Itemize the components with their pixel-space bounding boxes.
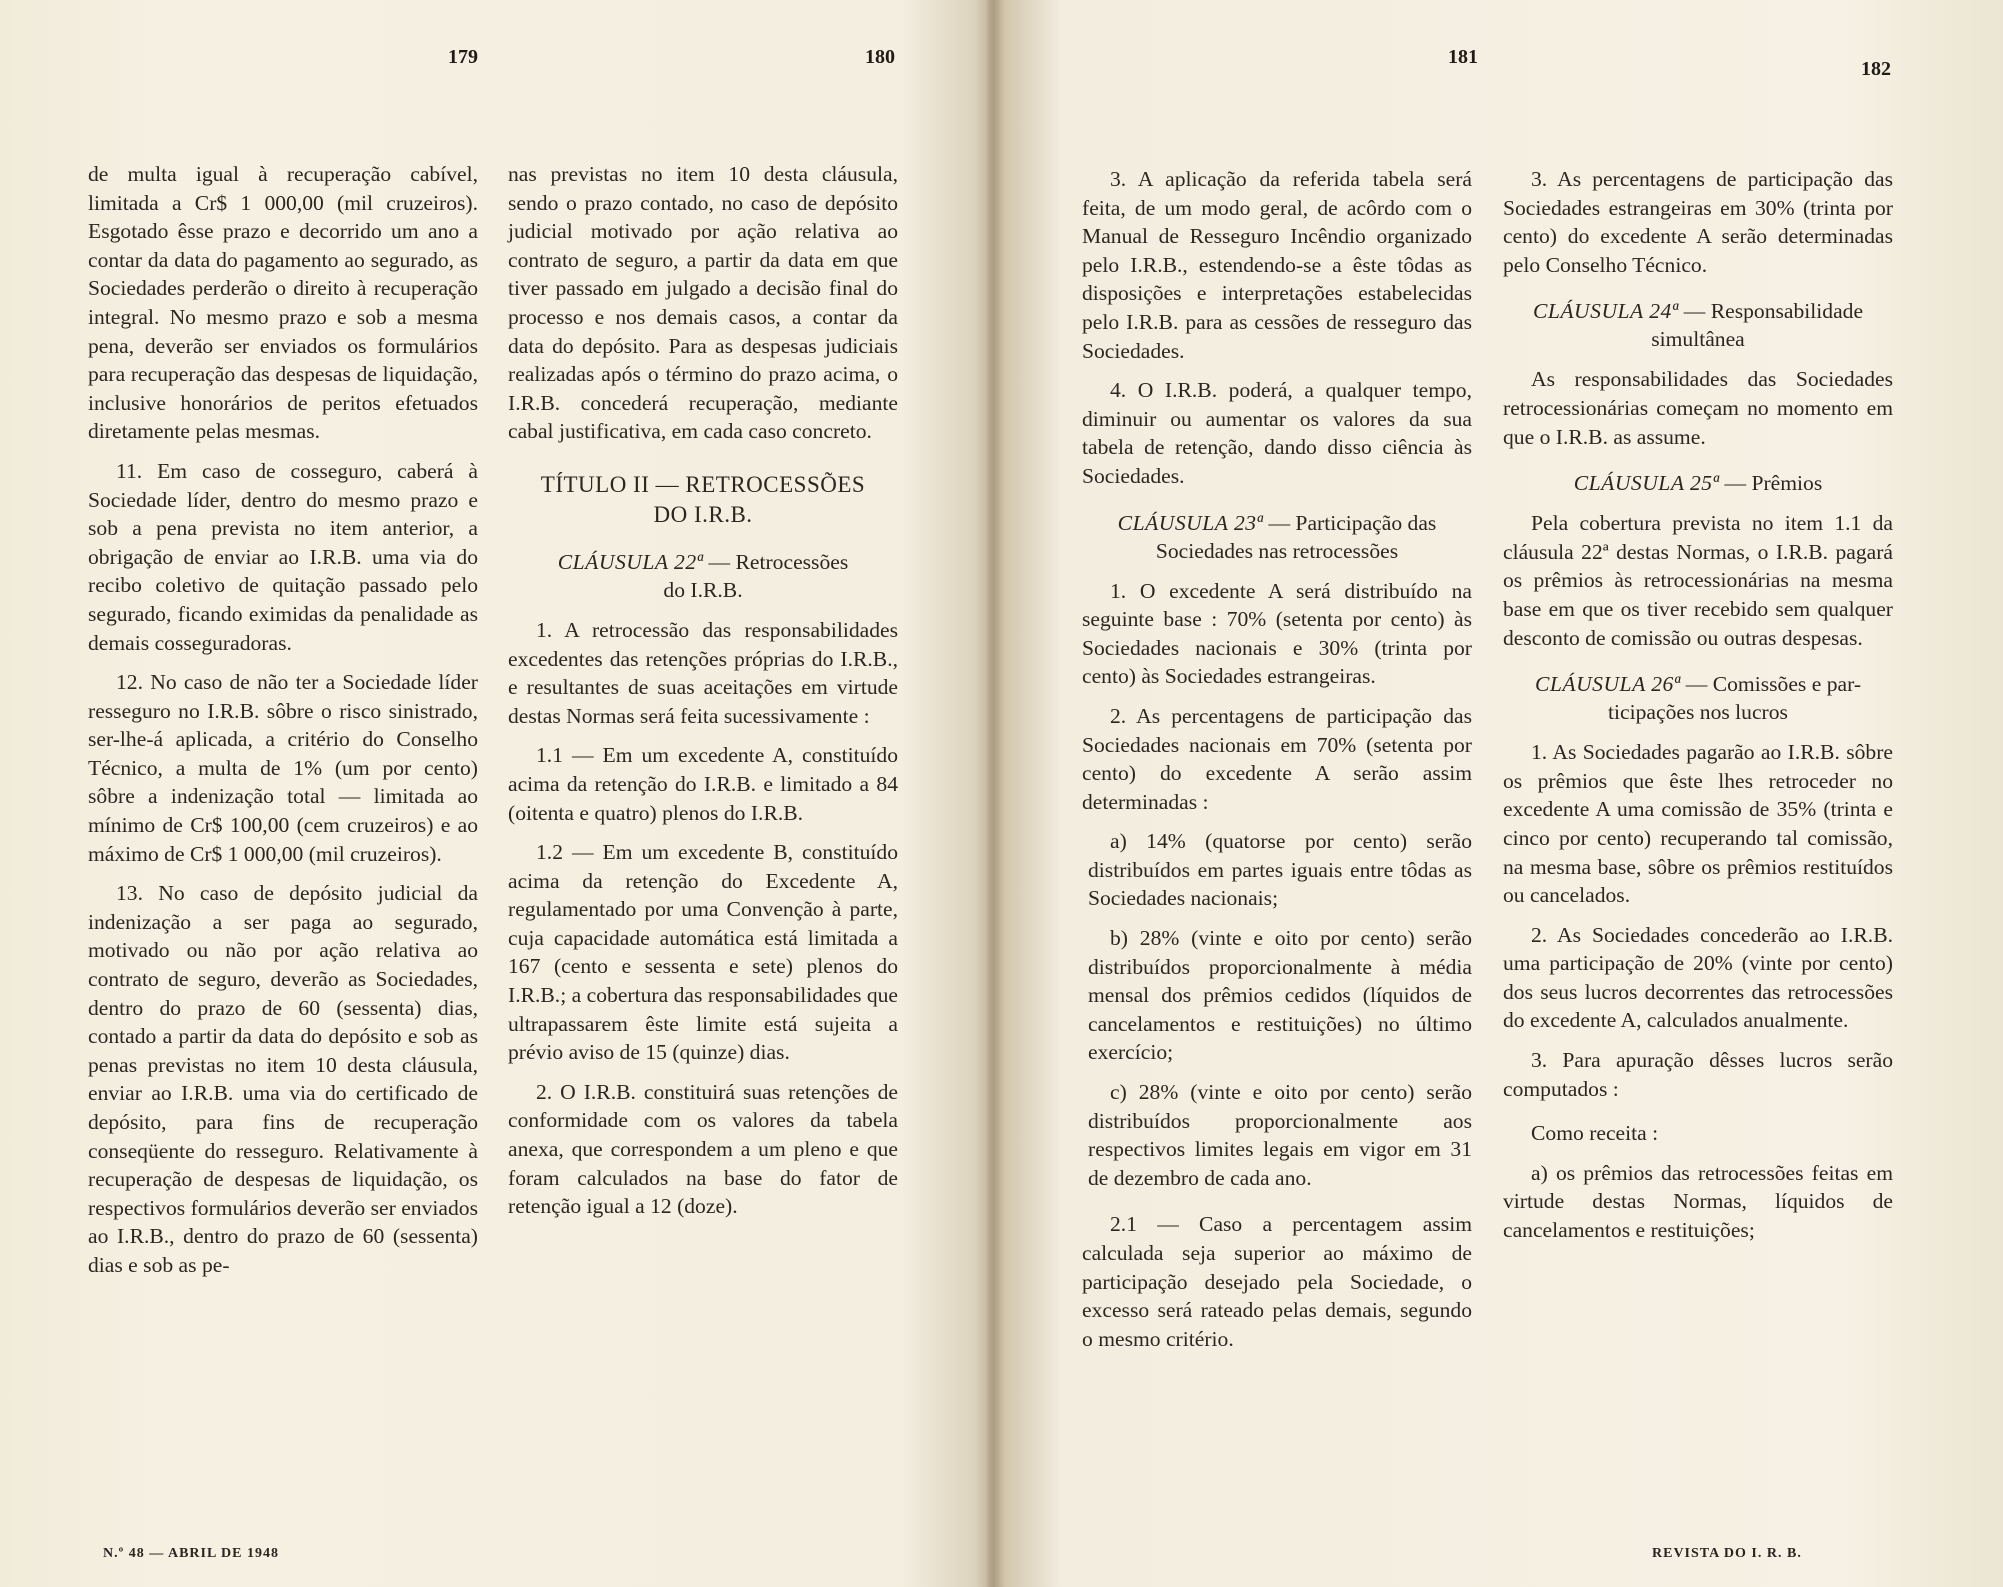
- paragraph: 4. O I.R.B. poderá, a qualquer tempo, diminuir ou aumentar os valores da sua tabela de retenção, dando disso ciência às Sociedades.: [1082, 378, 1472, 488]
- clause-title: — Prêmios: [1724, 471, 1823, 496]
- clause-title: — Responsabilidade: [1683, 299, 1864, 324]
- paragraph: 2. As percentagens de participação das Sociedades nacionais em 70% (setenta por cento) do excedente A serão assim determinadas :: [1082, 703, 1472, 814]
- clause-name: CLÁUSULA 26ª: [1534, 672, 1681, 697]
- paragraph: a) os prêmios das retrocessões feitas em virtude destas Normas, líquidos de cancelamentos e restituições;: [1503, 1160, 1893, 1243]
- paragraph-item-13: 13. No caso de depósito judicial da indenização a ser paga ao segurado, motivado ou não por ação relativa ao contrato de seguro, deverão as Sociedades, dentro do prazo de 60 (sessenta) dias, contado a partir da data do depósito e sob as penas previstas no item 10 desta cláusula, enviar ao I.R.B. uma via do certificado de depósito, para fins de recuperação conseqüente do resseguro. Relativamente à recuperação de despesas de liquidação, os respectivos formulários deverão ser enviados ao I.R.B., dentro do prazo de 60 (sessenta) dias e sob as pe-: [88, 881, 478, 1277]
- section-title-line: DO I.R.B.: [653, 501, 753, 527]
- paragraph: 1.1 — Em um excedente A, constituído acima da retenção do I.R.B. e limitado a 84 (oitenta e quatro) plenos do I.R.B.: [508, 743, 898, 825]
- paragraph: 3. A aplicação da referida tabela será feita, de um modo geral, de acôrdo com o Manual de Resseguro Incêndio organizado pelo I.R.B., estendendo-se a êste tôdas as disposições e interpretações estabelecidas pelo I.R.B. para as cessões de resseguro das Sociedades.: [1082, 167, 1472, 363]
- paragraph: 2. As Sociedades concederão ao I.R.B. uma participação de 20% (vinte por cento) dos seus lucros decorrentes das retrocessões do excedente A, calculados anualmente.: [1503, 922, 1893, 1033]
- clause-name: CLÁUSULA 23ª: [1117, 510, 1264, 535]
- clause-heading-23: [1082, 509, 1472, 565]
- page-number-179: 179: [448, 46, 478, 68]
- paragraph: As responsabilidades das Sociedades retrocessionárias começam no momento em que o I.R.B. as assume.: [1503, 367, 1893, 449]
- paragraph: 3. Para apuração dêsses lucros serão computados :: [1503, 1048, 1893, 1101]
- book-gutter: [975, 0, 1005, 1587]
- clause-title: — Participação das: [1268, 510, 1437, 535]
- paragraph: 2. O I.R.B. constituirá suas retenções de conformidade com os valores da tabela anexa, que correspondem a um pleno e que foram calculados na base do fator de retenção igual a 12 (doze).: [508, 1079, 898, 1219]
- clause-heading-25: [1503, 469, 1893, 497]
- clause-title: — Comissões e par-: [1685, 672, 1862, 697]
- page-number-180: 180: [865, 46, 895, 68]
- paragraph: 3. As percentagens de participação das Sociedades estrangeiras em 30% (trinta por cento) do excedente A serão determinadas pelo Conselho Técnico.: [1503, 167, 1893, 277]
- section-title: [508, 470, 898, 530]
- column-page-182: [1503, 165, 1893, 1256]
- clause-title: — Retrocessões: [708, 549, 849, 574]
- paragraph: 1. O excedente A será distribuído na seguinte base : 70% (setenta por cento) às Sociedades nacionais e 30% (trinta por cento) às Sociedades estrangeiras.: [1082, 578, 1472, 689]
- paragraph-subitem: b) 28% (vinte e oito por cento) serão distribuídos proporcionalmente à média mensal dos prêmios cedidos (líquidos de cancelamentos e restituições) no último exercício;: [1088, 926, 1472, 1065]
- clause-title: ticipações nos lucros: [1608, 700, 1788, 725]
- paragraph: Pela cobertura prevista no item 1.1 da cláusula 22ª destas Normas, o I.R.B. pagará os prêmios às retrocessionárias na mesma base em que os tiver recebido sem qualquer desconto de comissão ou outras despesas.: [1503, 511, 1893, 650]
- paragraph: 1. As Sociedades pagarão ao I.R.B. sôbre os prêmios que êste lhes retroceder no excedente A uma comissão de 35% (trinta e cinco por cento) recuperando tal comissão, na mesma base, sôbre os prêmios restituídos ou cancelados.: [1503, 740, 1893, 908]
- clause-title: do I.R.B.: [663, 577, 743, 602]
- paragraph-item-11: 11. Em caso de cosseguro, caberá à Sociedade líder, dentro do mesmo prazo e sob a pena prevista no item anterior, a obrigação de enviar ao I.R.B. uma via do recibo coletivo de quitação passado pelo segurado, ficando eximidas da penalidade as demais cosseguradoras.: [88, 458, 478, 655]
- paragraph-subitem: a) 14% (quatorse por cento) serão distribuídos em partes iguais entre tôdas as Sociedades nacionais;: [1088, 829, 1472, 911]
- paragraph: Como receita :: [1531, 1121, 1659, 1146]
- paragraph-subitem: c) 28% (vinte e oito por cento) serão distribuídos proporcionalmente aos respectivos limites legais em vigor em 31 de dezembro de cada ano.: [1088, 1080, 1472, 1190]
- column-page-179: [88, 160, 478, 1291]
- page-number-182: 182: [1861, 58, 1891, 80]
- clause-name: CLÁUSULA 25ª: [1573, 471, 1720, 496]
- paragraph: de multa igual à recuperação cabível, limitada a Cr$ 1 000,00 (mil cruzeiros). Esgotado êsse prazo e decorrido um ano a contar da data do pagamento ao segurado, as Sociedades perderão o direito à recuperação integral. No mesmo prazo e sob a mesma pena, deverão ser enviados os formulários para recuperação das despesas de liquidação, inclusive honorários de peritos efetuados diretamente pelas mesmas.: [88, 162, 478, 444]
- footer-journal: REVISTA DO I. R. B.: [1652, 1546, 1802, 1561]
- page-number-181: 181: [1448, 46, 1478, 68]
- clause-heading-24: [1503, 297, 1893, 353]
- clause-name: CLÁUSULA 22ª: [557, 549, 704, 574]
- clause-title: simultânea: [1651, 327, 1745, 352]
- clause-name: CLÁUSULA 24ª: [1532, 299, 1679, 324]
- paragraph: nas previstas no item 10 desta cláusula, sendo o prazo contado, no caso de depósito judicial motivado por ação relativa ao contrato de seguro, a partir da data em que tiver passado em julgado a decisão final do processo e nos demais casos, a contar da data do depósito. Para as despesas judiciais realizadas após o término do prazo acima, o I.R.B. concederá recuperação, mediante cabal justificativa, em cada caso concreto.: [508, 162, 898, 444]
- paragraph: 1. A retrocessão das responsabilidades excedentes das retenções próprias do I.R.B., e resultantes de suas aceitações em virtude destas Normas será feita sucessivamente :: [508, 617, 898, 728]
- column-page-180: [508, 160, 898, 1232]
- paragraph: 1.2 — Em um excedente B, constituído acima da retenção do Excedente A, regulamentado por uma Convenção à parte, cuja capacidade automática está limitada a 167 (cento e sessenta e sete) plenos do I.R.B.; a cobertura das responsabilidades que ultrapassarem êste limite está sujeita a prévio aviso de 15 (quinze) dias.: [508, 840, 898, 1065]
- clause-heading-26: [1503, 670, 1893, 726]
- clause-title: Sociedades nas retrocessões: [1155, 538, 1399, 563]
- footer-issue: N.º 48 — ABRIL DE 1948: [103, 1546, 279, 1561]
- section-title-line: TÍTULO II — RETROCESSÕES: [540, 471, 866, 497]
- paragraph-item-12: 12. No caso de não ter a Sociedade líder resseguro no I.R.B. sôbre o risco sinistrado, ser-lhe-á aplicada, a critério do Conselho Técnico, a multa de 1% (um por cento) sôbre a indenização total — limitada ao mínimo de Cr$ 100,00 (cem cruzeiros) e ao máximo de Cr$ 1 000,00 (mil cruzeiros).: [88, 670, 478, 866]
- column-page-181: [1082, 165, 1472, 1364]
- paragraph: 2.1 — Caso a percentagem assim calculada seja superior ao máximo de participação desejado pela Sociedade, o excesso será rateado pelas demais, segundo o mesmo critério.: [1082, 1212, 1472, 1351]
- clause-heading-22: [508, 548, 898, 604]
